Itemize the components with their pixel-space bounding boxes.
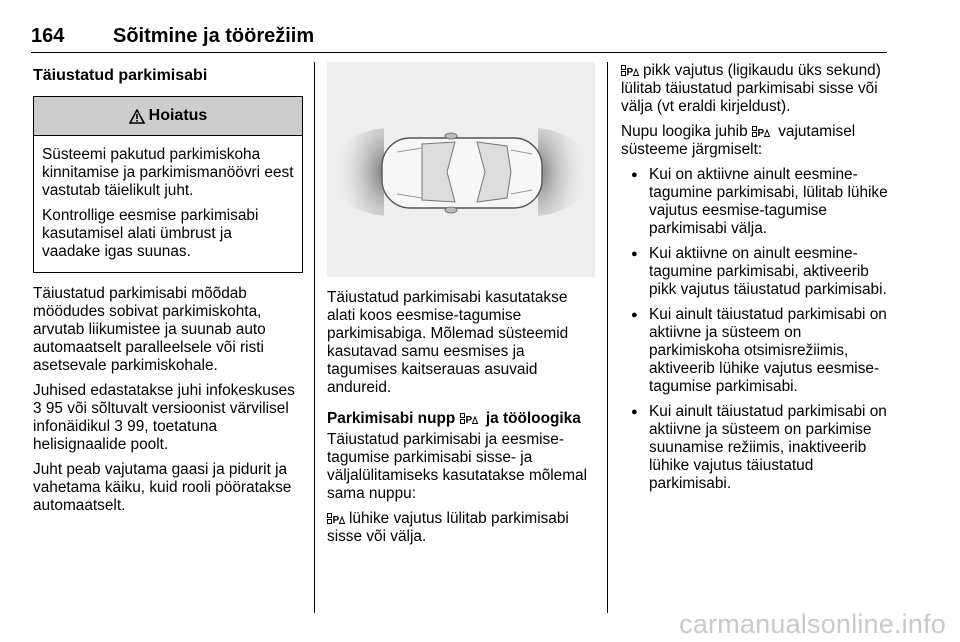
warning-paragraph-1: Süsteemi pakutud parkimiskoha kinnitamise ja parkimismanöövri eest vastutab täielikult juht.	[42, 146, 294, 199]
section-title: Täiustatud parkimisabi	[33, 67, 208, 84]
subheading-button-logic: Parkimisabi nupp ja tööloogika	[327, 410, 581, 427]
paragraph-instructions: Juhised edastatakse juhi infokeskuses 3 95 või sõltuvalt versioonist värvilisel infonäidikul 3 99, toetatuna helisignaalide poolt.	[33, 382, 295, 453]
list-item: ● Kui ainult täiustatud parkimisabi on aktiivne ja süsteem on parkimise suunamise režiimis, inaktiveerib lühike vajutus täiustatud parkimisabi.	[621, 403, 891, 493]
paragraph-driver: Juht peab vajutama gaasi ja pidurit ja vahetama käiku, kuid rooli pööratakse automaatselt.	[33, 461, 292, 514]
list-item: ● Kui aktiivne on ainult eesmine-tagumine parkimisabi, aktiveerib pikk vajutus täiustatud parkimisabi.	[621, 245, 891, 299]
paragraph-usage: Täiustatud parkimisabi kasutatakse alati koos eesmise-tagumise parkimisabiga. Mõlemad süsteemid kasutavad samu eesmises ja tagumises kaitserauas asuvaid andureid.	[327, 289, 569, 396]
column-divider-2	[607, 62, 608, 613]
parking-sensor-figure	[327, 62, 595, 277]
list-item: ● Kui ainult täiustatud parkimisabi on aktiivne ja süsteem on parkimiskoha otsimisrežiimis, aktiveerib lühike vajutus eesmise-tagumise parkimisabi.	[621, 306, 891, 396]
paragraph-short-press: lühike vajutus lülitab parkimisabi sisse või välja.	[327, 510, 569, 545]
column-1	[33, 66, 303, 522]
warning-body	[34, 136, 302, 272]
column-divider-1	[314, 62, 315, 613]
page-reference-95[interactable]: 3 95	[33, 400, 63, 417]
parking-assist-button-icon	[327, 513, 346, 524]
page-header	[31, 22, 887, 53]
warning-header	[34, 97, 302, 136]
warning-box	[33, 96, 303, 273]
paragraph-button: Täiustatud parkimisabi ja eesmise-tagumise parkimisabi sisse- ja väljalülitamiseks kasutatakse mõlemal sama nuppu:	[327, 431, 588, 502]
warning-paragraph-2: Kontrollige eesmise parkimisabi kasutamisel alati ümbrust ja vaadake igas suunas.	[42, 207, 259, 260]
list-item: ● Kui on aktiivne ainult eesmine-tagumine parkimisabi, lülitab lühike vajutus eesmise-tagumise parkimisabi välja.	[621, 166, 891, 238]
warning-triangle-icon	[129, 109, 145, 124]
watermark: carmanualsonline.info	[679, 609, 946, 639]
column-3	[621, 62, 891, 500]
car-top-view-illustration	[327, 62, 595, 277]
warning-title: Hoiatus	[148, 107, 208, 124]
column-2	[327, 62, 595, 553]
parking-assist-button-icon	[460, 413, 479, 424]
page-reference-99[interactable]: 3 99	[114, 418, 145, 435]
logic-list	[621, 166, 891, 493]
paragraph-intro: Täiustatud parkimisabi mõõdab möödudes sobivat parkimiskohta, arvutab liikumistee ja suunab auto automaatselt paralleelsele või risti asetsevale parkimiskohale.	[33, 285, 266, 374]
paragraph-long-press: pikk vajutus (ligikaudu üks sekund) lülitab täiustatud parkimisabi sisse või välja (vt eraldi kirjeldust).	[621, 62, 881, 115]
parking-assist-button-icon	[752, 126, 771, 137]
chapter-title: Sõitmine ja töörežiim	[113, 25, 315, 47]
parking-assist-button-icon	[621, 65, 640, 76]
page-number: 164	[31, 25, 65, 47]
paragraph-logic: Nupu loogika juhib vajutamisel süsteeme järgmiselt:	[621, 123, 856, 158]
